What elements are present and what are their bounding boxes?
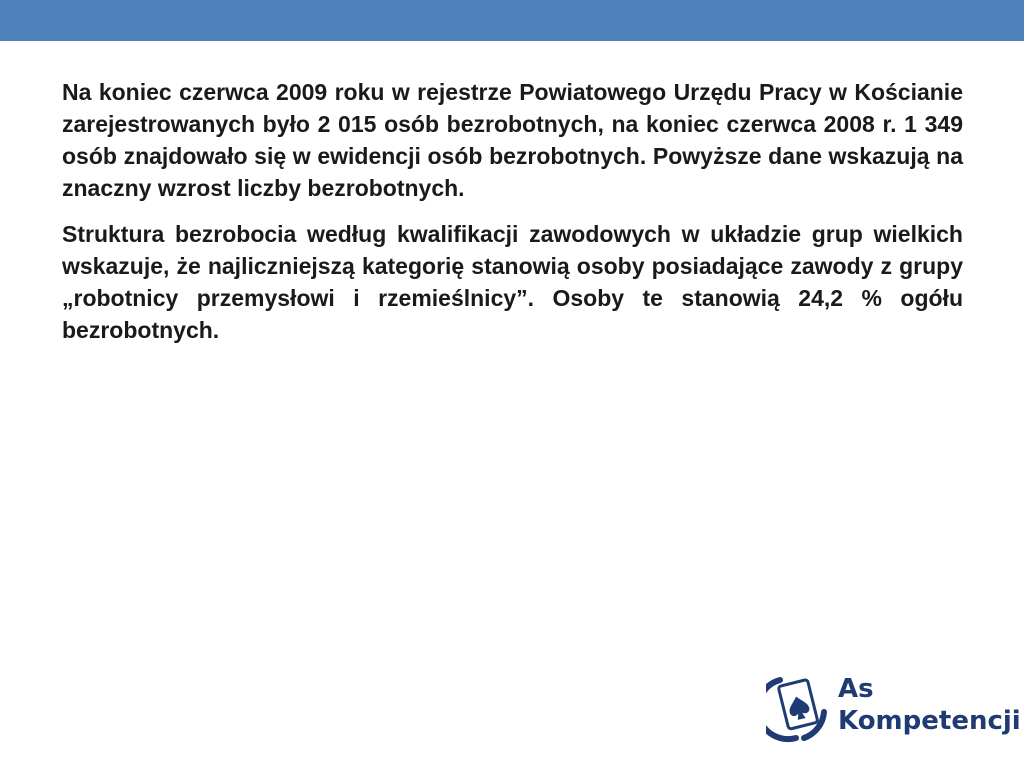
slide-body	[62, 76, 963, 360]
top-accent-bar	[0, 0, 1024, 41]
spade-card-icon	[766, 672, 830, 744]
paragraph-unemployment-count: Na koniec czerwca 2009 roku w rejestrze Powiatowego Urzędu Pracy w Kościanie zarejestrowanych było 2 015 osób bezrobotnych, na koniec czerwca 2008 r. 1 349 osób znajdowało się w ewidencji osób bezrobotnych. Powyższe dane wskazują na znaczny wzrost liczby bezrobotnych.	[62, 79, 963, 201]
paragraph-unemployment-structure: Struktura bezrobocia według kwalifikacji zawodowych w układzie grup wielkich wskazuje, że najliczniejszą kategorię stanowią osoby posiadające zawody z grupy „robotnicy przemysłowi i rzemieślnicy”. Osoby te stanowią 24,2 % ogółu bezrobotnych.	[62, 221, 963, 343]
logo-text-as: As	[838, 674, 874, 704]
as-kompetencji-logo	[766, 672, 1021, 744]
logo-text-kompetencji: Kompetencji	[838, 706, 1021, 736]
